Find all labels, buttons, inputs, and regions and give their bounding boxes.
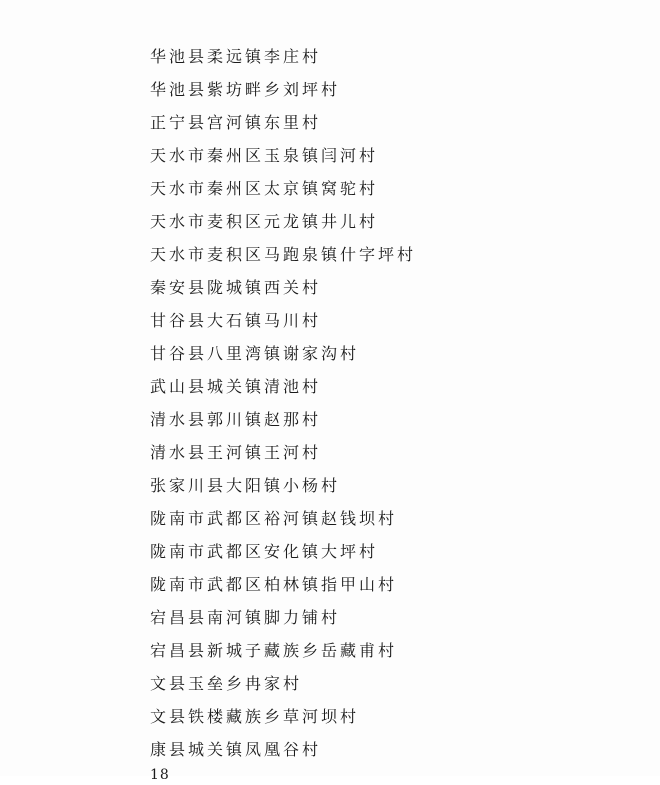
list-item: 甘谷县大石镇马川村 [150,311,322,330]
list-item: 陇南市武都区柏林镇指甲山村 [150,575,398,594]
list-item: 宕昌县新城子藏族乡岳藏甫村 [150,641,398,660]
list-item: 清水县郭川镇赵那村 [150,410,322,429]
list-item: 文县铁楼藏族乡草河坝村 [150,707,360,726]
list-item: 天水市秦州区太京镇窝驼村 [150,179,379,198]
list-item: 秦安县陇城镇西关村 [150,278,322,297]
list-item: 天水市秦州区玉泉镇闫河村 [150,146,379,165]
list-item: 华池县紫坊畔乡刘坪村 [150,80,341,99]
list-item: 天水市麦积区元龙镇井儿村 [150,212,379,231]
list-item: 天水市麦积区马跑泉镇什字坪村 [150,245,417,264]
list-item: 正宁县宫河镇东里村 [150,113,322,132]
list-item: 甘谷县八里湾镇谢家沟村 [150,344,360,363]
list-item: 武山县城关镇清池村 [150,377,322,396]
list-item: 陇南市武都区安化镇大坪村 [150,542,379,561]
list-item: 文县玉垒乡冉家村 [150,674,303,693]
page-number: 18 [150,767,170,783]
list-item: 清水县王河镇王河村 [150,443,322,462]
list-item: 张家川县大阳镇小杨村 [150,476,341,495]
village-list [150,40,416,766]
list-item: 康县城关镇凤凰谷村 [150,740,322,759]
list-item: 宕昌县南河镇脚力铺村 [150,608,341,627]
list-item: 华池县柔远镇李庄村 [150,47,322,66]
list-item: 陇南市武都区裕河镇赵钱坝村 [150,509,398,528]
